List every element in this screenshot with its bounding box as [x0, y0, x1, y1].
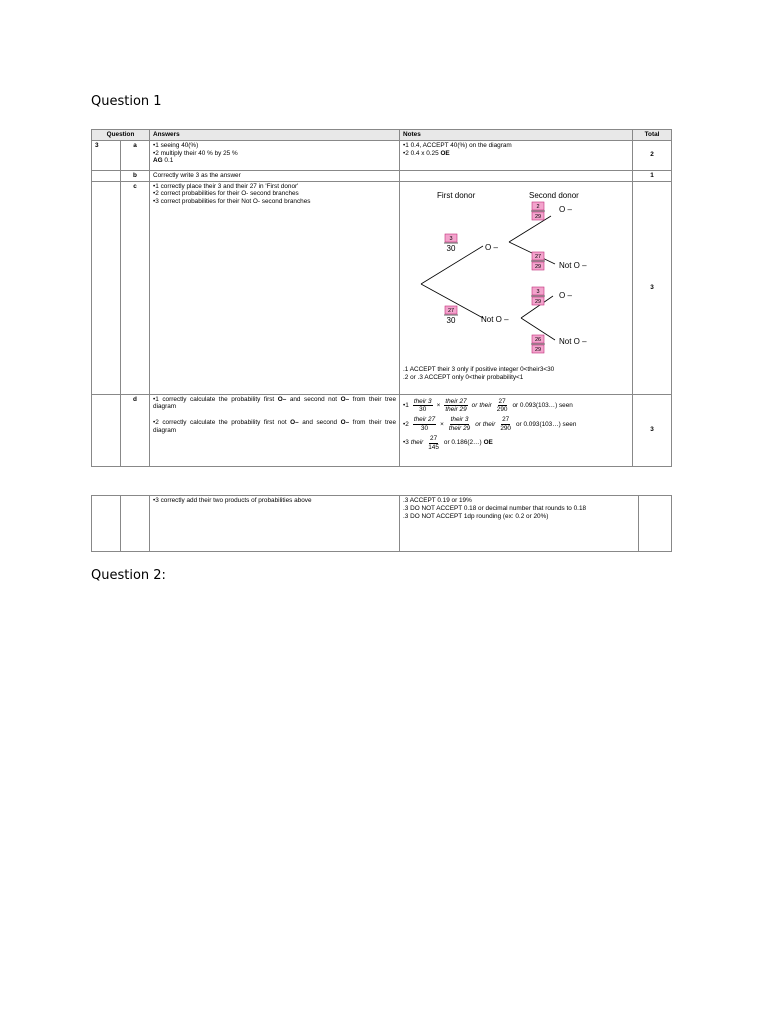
row-a-total: 2: [633, 140, 672, 170]
numerator: 27: [447, 307, 455, 314]
row-d-answers: [150, 394, 400, 466]
row-a-note-2: [403, 150, 629, 158]
prob-o-o: [531, 202, 545, 220]
numerator: 2: [536, 203, 540, 210]
d2-f2-den: their 29: [448, 425, 471, 433]
d-note-1: [403, 398, 629, 415]
denominator: 30: [446, 315, 456, 325]
row-a-answers: [150, 140, 400, 170]
d-note-2: [403, 416, 629, 433]
row-a-note-1: •1 0.4, ACCEPT 40(%) on the diagram: [403, 141, 512, 149]
second-o-o-label: O –: [559, 204, 572, 214]
row-c-answer-2: •2 correct probabilities for their O- second branches: [153, 190, 299, 198]
header-question: Question: [92, 130, 150, 141]
mark-scheme-table: [91, 129, 672, 467]
d1-times: ×: [436, 402, 441, 410]
row-b-total: 1: [633, 170, 672, 181]
numerator: 3: [536, 288, 540, 295]
row-d-answer-1: [153, 396, 396, 412]
d-note-2-bullet: •2: [403, 420, 409, 428]
d1-o-b: O–: [340, 395, 350, 403]
part-c-label: c: [121, 181, 150, 394]
d2-o-a: O–: [290, 419, 299, 427]
cont-note-3: .3 DO NOT ACCEPT 1dp rounding (ex: 0.2 or 20%): [403, 512, 549, 520]
d1-text-b: and second not: [286, 395, 341, 403]
row-c-note-2: .2 or .3 ACCEPT only 0<their probability<1: [403, 374, 524, 382]
cont-note-2: .3 DO NOT ACCEPT 0.18 or decimal number that rounds to 0.18: [403, 504, 587, 512]
d3-their: their: [410, 439, 424, 447]
row-a-ag: [153, 157, 396, 165]
first-donor-label: First donor: [437, 190, 476, 200]
d1-their: their: [479, 402, 492, 410]
question-1-heading: Question 1: [91, 94, 162, 109]
denominator: 29: [534, 263, 542, 270]
second-donor-label: Second donor: [529, 190, 579, 200]
first-o-label: O –: [485, 242, 498, 252]
prob-not-o-o: [531, 287, 545, 305]
header-total: Total: [633, 130, 672, 141]
d2-f3-num: 27: [502, 416, 510, 424]
numerator: 26: [534, 336, 542, 343]
row-d: [92, 394, 672, 466]
cont-answer: •3 correctly add their two products of probabilities above: [150, 496, 400, 552]
d2-f1-den: 30: [420, 425, 429, 433]
part-a-label: a: [121, 140, 150, 170]
row-b: [92, 170, 672, 181]
branch-o-o: [509, 213, 551, 242]
row-d-notes: [400, 394, 633, 466]
row-c-notes: [400, 181, 633, 394]
d1-text-a: •1 correctly calculate the probability first: [153, 395, 278, 403]
d1-f1-den: 30: [419, 406, 427, 414]
d2-times: ×: [440, 420, 444, 428]
d2-tail: or 0.093(103…) seen: [516, 420, 577, 428]
row-d-total: 3: [633, 394, 672, 466]
d2-text-a: •2 correctly calculate the probability first not: [153, 419, 291, 427]
row-d-answer-2: [153, 419, 396, 435]
oe-label: OE: [440, 149, 450, 157]
row-c-answers: [150, 181, 400, 394]
d-note-3: [403, 435, 629, 452]
header-notes: Notes: [400, 130, 633, 141]
d2-f3-den: 290: [500, 425, 511, 433]
prob-not-o-not-o: [531, 335, 545, 353]
numerator: 27: [534, 253, 542, 260]
row-c-answer-1: •1 correctly place their 3 and their 27 in 'First donor': [153, 182, 299, 190]
cont-note-1: .3 ACCEPT 0.19 or 19%: [403, 497, 472, 504]
d2-f1-num: their 27: [413, 416, 436, 424]
d3-den: 145: [428, 443, 439, 451]
row-a: [92, 140, 672, 170]
tree-diagram: [403, 184, 629, 364]
d-note-1-bullet: •1: [403, 402, 409, 410]
first-not-o-label: Not O –: [481, 314, 509, 324]
question-2-heading: Question 2:: [91, 568, 166, 583]
d1-or: or: [471, 402, 478, 410]
d3-oe: OE: [483, 439, 493, 447]
row-c: [92, 181, 672, 394]
part-d-label: d: [121, 394, 150, 466]
d1-f2-num: their 27: [445, 397, 467, 405]
d1-o-a: O–: [277, 395, 287, 403]
continuation-row: [92, 496, 672, 552]
header-answers: Answers: [150, 130, 400, 141]
ag-value: 0.1: [164, 157, 174, 165]
row-c-note-1: .1 ACCEPT their 3 only if positive integer 0<their3<30: [403, 366, 555, 374]
d1-f3-den: 290: [496, 406, 508, 414]
second-o-not-label: Not O –: [559, 260, 587, 270]
continuation-table: [91, 495, 672, 552]
denominator: 29: [534, 346, 542, 353]
d3-num: 27: [430, 434, 438, 442]
d3-tail: or 0.186(2…): [443, 439, 482, 447]
prob-o-not-o: [531, 252, 545, 270]
denominator: 29: [534, 298, 542, 305]
denominator: 30: [446, 243, 456, 253]
d1-text-c: from their tree diagram: [153, 395, 396, 411]
d2-text-b: and second: [298, 419, 341, 427]
second-not-o-label: O –: [559, 290, 572, 300]
d1-f1-num: their 3: [413, 397, 432, 405]
row-c-total: 3: [633, 181, 672, 394]
second-not-not-label: Not O –: [559, 336, 587, 346]
question-number: 3: [92, 140, 121, 170]
ag-label: AG: [153, 157, 163, 165]
part-b-label: b: [121, 170, 150, 181]
row-a-notes: [400, 140, 633, 170]
d2-their: their: [482, 420, 496, 428]
prob-first-o: [444, 234, 458, 253]
d1-f2-den: their 29: [445, 406, 467, 414]
numerator: 3: [449, 235, 453, 242]
row-b-answer: Correctly write 3 as the answer: [150, 170, 400, 181]
header-row: [92, 130, 672, 141]
d2-f2-num: their 3: [450, 416, 469, 424]
prob-first-not-o: [444, 306, 458, 325]
denominator: 29: [534, 213, 542, 220]
row-a-note-2-text: •2 0.4 x 0.25: [403, 149, 439, 157]
row-a-answer-1: •1 seeing 40(%): [153, 141, 199, 149]
d2-or: or: [475, 420, 481, 428]
cont-notes: [400, 496, 639, 552]
d1-tail: or 0.093(103…) seen: [512, 402, 573, 410]
d2-text-c: from their tree diagram: [153, 419, 396, 435]
row-c-answer-3: •3 correct probabilities for their Not O- second branches: [153, 198, 311, 206]
row-a-answer-2: •2 multiply their 40 % by 25 %: [153, 149, 238, 157]
d2-o-b: O–: [340, 419, 350, 427]
d-note-3-bullet: •3: [403, 439, 409, 447]
d1-f3-num: 27: [498, 397, 506, 405]
